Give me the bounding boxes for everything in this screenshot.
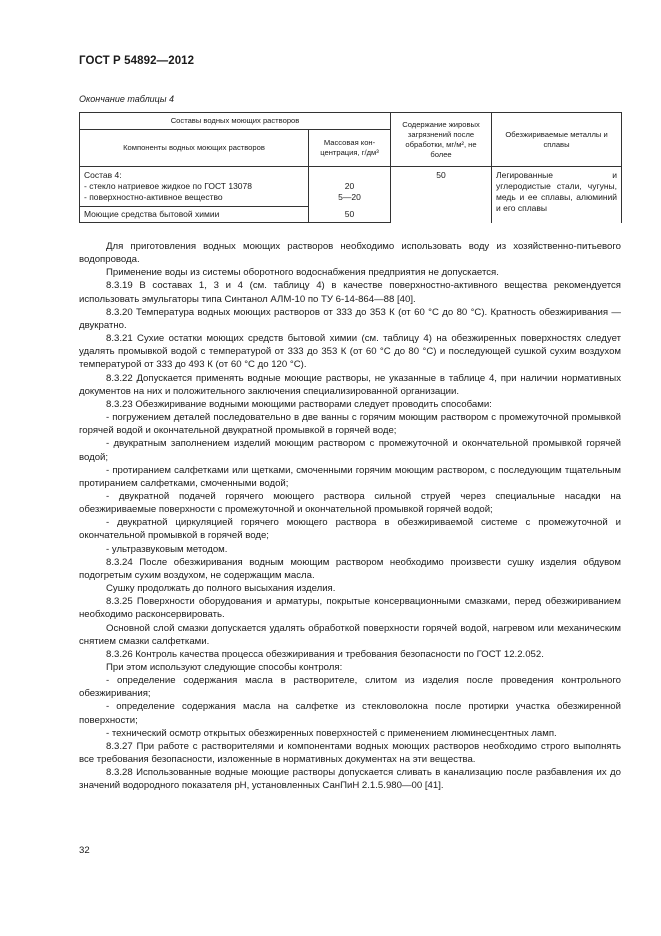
paragraph: - двукратным заполнением изделий моющим раствором с промежуточной и окончательной промывкой горячей водой; xyxy=(79,438,621,463)
paragraph: - определение содержания масла в растворителе, слитом из изделия после проведения контрольного обезжиривания; xyxy=(79,675,621,700)
header-content: Содержание жировых загрязнений после обработки, мг/м², не более xyxy=(391,113,492,167)
paragraph: 8.3.23 Обезжиривание водными моющими растворами следует проводить способами: xyxy=(106,398,492,410)
header-mass: Массовая кон-центрация, г/дм³ xyxy=(309,130,391,167)
paragraph: 8.3.21 Сухие остатки моющих средств бытовой химии (см. таблицу 4) на обезжиренных поверхностях следует удалять промывкой водой с температурой от 333 до 353 К (от 60 °С до 80 °С) и последующей сушкой сухим воздухом температурой от 333 до 493 К (от 60 °С до 120 °С). xyxy=(79,333,621,371)
content-cell xyxy=(391,167,492,223)
paragraph: 8.3.25 Поверхности оборудования и арматуры, покрытые консервационными смазками, перед обезжириванием необходимо расконсервировать. xyxy=(79,596,621,621)
household-mass-cell xyxy=(309,207,391,223)
paragraph: - определение содержания масла на салфетке из стекловолокна после протирки участка обезжиренной поверхности; xyxy=(79,701,621,726)
paragraph: 8.3.19 В составах 1, 3 и 4 (см. таблицу 4) в качестве поверхностно-активного вещества рекомендуется использовать эмульгаторы типа Синтанол АЛМ-10 по ТУ 6-14-864—88 [40]. xyxy=(79,280,621,305)
page-number: 32 xyxy=(79,845,90,856)
paragraph: 8.3.20 Температура водных моющих растворов от 333 до 353 К (от 60 °С до 80 °С). Кратность обезжиривания — двукратно. xyxy=(79,306,621,331)
mass-value: 20 xyxy=(344,181,355,191)
paragraph: - двукратной подачей горячего моющего раствора сильной струей через специальные насадки на обезжириваемые поверхности с промежуточной и окончательной промывкой горячей водой; xyxy=(79,490,621,516)
mass-value: 5—20 xyxy=(338,192,361,202)
paragraph: - двукратной циркуляцией горячего моющего раствора в обезжириваемой системе с промежуточной и окончательной промывкой в горячей воде; xyxy=(79,517,621,542)
paragraph: Применение воды из системы оборотного водоснабжения предприятия не допускается. xyxy=(106,267,499,279)
body-text xyxy=(79,240,621,793)
header-components: Компоненты водных моющих растворов xyxy=(80,130,309,167)
composition-cell xyxy=(80,167,309,207)
document-title: ГОСТ Р 54892—2012 xyxy=(79,55,195,67)
table-caption: Окончание таблицы 4 xyxy=(79,94,174,104)
paragraph: - технический осмотр открытых обезжиренных поверхностей с применением люминесцентных ламп. xyxy=(106,727,557,739)
table-4 xyxy=(79,112,622,223)
header-metals: Обезжириваемые металлы и сплавы xyxy=(492,113,622,167)
paragraph: - протиранием салфетками или щетками, смоченными горячим моющим раствором, с последующим тщательным протиранием салфетками, смоченными водой; xyxy=(79,464,621,489)
content-value: 50 xyxy=(436,170,446,180)
paragraph: При этом используют следующие способы контроля: xyxy=(106,662,343,673)
paragraph: Основной слой смазки допускается удалять обработкой поверхности горячей водой, нагревом или механическим снятием смазки салфетками. xyxy=(79,622,621,647)
paragraph: 8.3.27 При работе с растворителями и компонентами водных моющих растворов необходимо строго выполнять все требования безопасности, изложенные в нормативных документах на эти вещества. xyxy=(79,740,621,766)
paragraph: 8.3.22 Допускается применять водные моющие растворы, не указанные в таблице 4, при наличии нормативных документов на них и положительного заключения специализированной организации. xyxy=(79,372,621,397)
paragraph: Для приготовления водных моющих растворов необходимо использовать воду из хозяйственно-питьевого водопровода. xyxy=(79,241,621,266)
paragraph: 8.3.28 Использованные водные моющие растворы допускается сливать в канализацию после разбавления их до значений водородного показателя рН, установленных СанПиН 2.1.5.980—00 [41]. xyxy=(79,767,621,792)
metals-cell xyxy=(492,167,622,223)
paragraph: 8.3.24 После обезжиривания водным моющим раствором необходимо произвести сушку изделия обдувом подогретым сухим воздухом, не содержащим масла. xyxy=(79,556,621,581)
composition-title: Состав 4: xyxy=(84,170,122,180)
metals-value: Легированные и углеродистые стали, чугуны, медь и ее сплавы, алюминий и его сплавы xyxy=(496,170,618,213)
mass-cell xyxy=(309,167,391,207)
paragraph: Сушку продолжать до полного высыхания изделия. xyxy=(106,583,336,595)
household-mass: 50 xyxy=(344,208,355,219)
component-line: - стекло натриевое жидкое по ГОСТ 13078 xyxy=(84,181,252,191)
household-label: Моющие средства бытовой химии xyxy=(84,209,220,219)
paragraph: 8.3.26 Контроль качества процесса обезжиривания и требования безопасности по ГОСТ 12.2.052. xyxy=(106,648,544,660)
component-line: - поверхностно-активное вещество xyxy=(84,192,223,202)
household-cell xyxy=(80,207,309,223)
paragraph: - погружением деталей последовательно в две ванны с горячим моющим раствором с промежуточной промывкой горячей водой и окончательной двукратной промывкой в горячей воде; xyxy=(79,412,621,437)
header-compositions: Составы водных моющих растворов xyxy=(80,113,391,130)
paragraph: - ультразвуковым методом. xyxy=(106,543,228,555)
